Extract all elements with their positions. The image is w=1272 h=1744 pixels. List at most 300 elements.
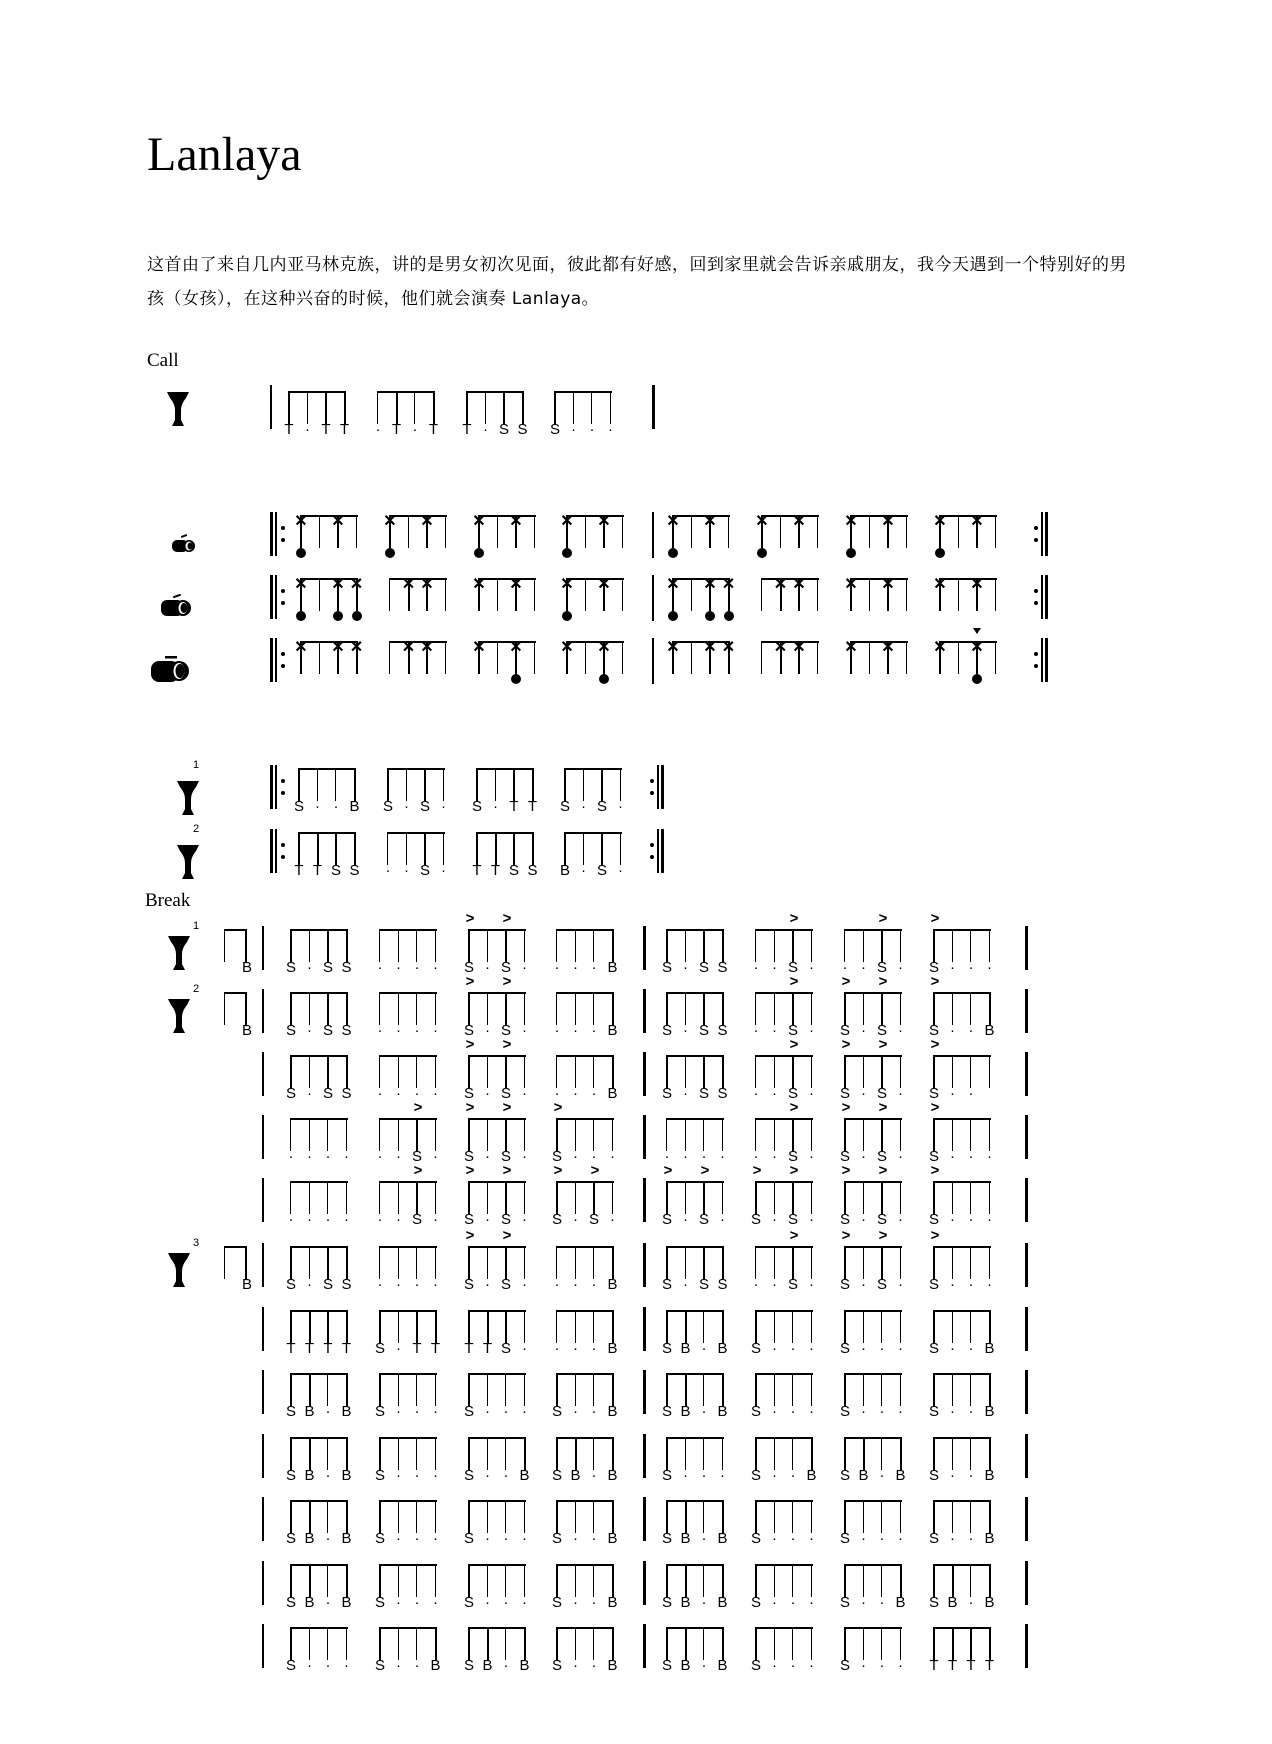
- beat-group: [554, 1307, 618, 1363]
- repeat-end: [1034, 575, 1050, 619]
- note-slap: S: [717, 1085, 728, 1102]
- note-slap: S: [876, 1148, 887, 1165]
- bell-stroke-icon: ✕: [597, 639, 611, 656]
- stem: [468, 1246, 470, 1279]
- stem: [933, 1246, 935, 1279]
- beat-group: [929, 1624, 995, 1680]
- stem: [989, 1181, 990, 1214]
- stem: [575, 992, 576, 1025]
- accent-mark: >: [502, 1036, 512, 1053]
- note-bass: B: [717, 1594, 728, 1611]
- stem: [774, 1310, 775, 1343]
- stem: [575, 1310, 576, 1343]
- stem: [900, 1373, 901, 1406]
- stem: [290, 929, 292, 962]
- stem: [416, 1246, 417, 1279]
- note-rest: ·: [377, 1085, 383, 1102]
- barline: [262, 926, 264, 970]
- stem: [327, 1310, 329, 1343]
- note-slap: S: [463, 1148, 474, 1165]
- note-slap: S: [463, 1530, 474, 1547]
- note-slap: S: [463, 1211, 474, 1228]
- voice-number: 2: [193, 983, 200, 995]
- stem: [755, 929, 756, 962]
- repeat-start: [270, 575, 286, 619]
- note-rest: ·: [503, 1530, 509, 1547]
- note-slap: S: [463, 1276, 474, 1293]
- stem: [722, 1310, 724, 1343]
- note-slap: S: [661, 1530, 672, 1547]
- note-slap: S: [750, 1467, 761, 1484]
- beam: [755, 1181, 813, 1183]
- note-slap: S: [661, 1594, 672, 1611]
- stem: [564, 768, 566, 801]
- note-bass: B: [717, 1403, 728, 1420]
- beam: [844, 1500, 902, 1502]
- stem: [666, 1437, 668, 1470]
- beam: [556, 1310, 614, 1312]
- stem: [811, 1627, 812, 1660]
- beam: [387, 768, 445, 770]
- note-bass: B: [858, 1467, 869, 1484]
- stem: [703, 1055, 705, 1088]
- stem: [900, 992, 901, 1025]
- note-rest: ·: [968, 1594, 974, 1611]
- note-bass: B: [607, 1657, 618, 1674]
- stem: [309, 1246, 310, 1279]
- stem: [952, 1437, 953, 1470]
- note-rest: ·: [522, 1022, 527, 1039]
- note-rest: ·: [898, 1148, 903, 1165]
- note-rest: ·: [591, 1657, 597, 1674]
- pickup-group: [224, 989, 252, 1045]
- barline: [643, 989, 646, 1033]
- stem: [774, 929, 775, 962]
- beam: [556, 929, 614, 931]
- beam: [379, 1373, 437, 1375]
- note-rest: ·: [591, 1340, 597, 1357]
- barline: [262, 1561, 264, 1605]
- barline: [1025, 1243, 1028, 1287]
- stem: [755, 1181, 757, 1214]
- stem: [869, 578, 870, 611]
- note-rest: ·: [879, 1403, 885, 1420]
- beat-group: [755, 512, 819, 568]
- beat-group: [839, 1307, 903, 1363]
- beat-group: [285, 1497, 352, 1553]
- stem: [906, 578, 907, 611]
- note-slap: S: [411, 1148, 422, 1165]
- stem: [593, 1437, 594, 1470]
- beat-group: [463, 1497, 527, 1553]
- note-rest: ·: [485, 1022, 490, 1039]
- note-rest: ·: [809, 1276, 814, 1293]
- stem: [290, 1118, 291, 1151]
- note-rest: ·: [485, 1148, 490, 1165]
- note-bass: B: [717, 1530, 728, 1547]
- note-bass: B: [519, 1467, 530, 1484]
- stem: [406, 768, 407, 801]
- stem: [379, 992, 380, 1025]
- note-rest: ·: [809, 959, 814, 976]
- beam: [933, 1564, 991, 1566]
- beam: [844, 1181, 902, 1183]
- note-slap: S: [698, 959, 709, 976]
- beat-group: [839, 1434, 906, 1490]
- note-slap: S: [517, 421, 528, 438]
- note-slap: S: [787, 1148, 798, 1165]
- note-rest: ·: [591, 1085, 597, 1102]
- stem: [524, 929, 525, 962]
- stem: [290, 1500, 292, 1533]
- stem: [612, 1118, 613, 1151]
- beam: [933, 1627, 991, 1629]
- note-rest: ·: [898, 1403, 903, 1420]
- stem: [755, 1564, 757, 1597]
- note-slap: S: [322, 1276, 333, 1293]
- stem: [755, 1310, 757, 1343]
- bell-stroke-icon: ✕: [703, 576, 717, 593]
- note-rest: ·: [950, 959, 955, 976]
- stem: [774, 1118, 775, 1151]
- accent-mark: >: [789, 1036, 799, 1053]
- beat-group: [928, 1307, 995, 1363]
- stem: [346, 1564, 348, 1597]
- repeat-end: [1034, 512, 1050, 556]
- stem: [601, 768, 603, 801]
- stem: [685, 1055, 686, 1088]
- note-slap: S: [374, 1657, 385, 1674]
- stem: [811, 1118, 812, 1151]
- beat-group: [379, 989, 437, 1045]
- note-rest: ·: [608, 421, 613, 438]
- stem: [666, 1373, 668, 1406]
- note-rest: ·: [861, 1340, 866, 1357]
- drum-stroke-icon: [846, 548, 856, 558]
- stem: [379, 1055, 380, 1088]
- drum-stroke-icon: [935, 548, 945, 558]
- note-rest: ·: [396, 1467, 401, 1484]
- beam: [290, 1437, 348, 1439]
- note-bass: B: [304, 1467, 315, 1484]
- beam: [755, 1627, 813, 1629]
- note-bass: B: [241, 1022, 252, 1039]
- note-tone: T: [286, 1340, 296, 1357]
- barline: [643, 1370, 646, 1414]
- note-rest: ·: [522, 1211, 527, 1228]
- beam: [666, 1437, 724, 1439]
- barline: [1025, 1178, 1028, 1222]
- stem: [593, 1055, 594, 1088]
- stem: [989, 1310, 991, 1343]
- beat-group: [374, 1307, 441, 1363]
- stem: [703, 1500, 704, 1533]
- bell-stroke-icon: ✕: [703, 513, 717, 530]
- stem: [379, 1373, 381, 1406]
- note-rest: ·: [414, 1022, 420, 1039]
- bell-stroke-icon: ✕: [560, 513, 574, 530]
- stem: [612, 1500, 614, 1533]
- note-slap: S: [928, 1211, 939, 1228]
- note-slap: S: [698, 1022, 709, 1039]
- note-slap: S: [341, 1022, 352, 1039]
- note-rest: ·: [573, 1085, 578, 1102]
- beat-group: [472, 512, 536, 568]
- stem: [554, 391, 556, 424]
- stem: [319, 515, 320, 548]
- note-rest: ·: [344, 1657, 349, 1674]
- note-slap: S: [419, 862, 430, 879]
- accent-mark: >: [841, 1227, 851, 1244]
- barline: [1025, 1561, 1028, 1605]
- beam: [666, 1373, 724, 1375]
- beat-group: [750, 1624, 814, 1680]
- bell-stroke-icon: ✕: [294, 639, 308, 656]
- note-rest: ·: [441, 862, 446, 879]
- stem: [881, 1500, 882, 1533]
- note-rest: ·: [554, 1022, 560, 1039]
- stem: [863, 929, 864, 962]
- stem: [443, 832, 444, 865]
- note-rest: ·: [375, 421, 381, 438]
- beam: [755, 1246, 813, 1248]
- note-rest: ·: [573, 1657, 578, 1674]
- note-tone: T: [391, 421, 402, 438]
- accent-mark: >: [465, 973, 475, 990]
- beat-group: [839, 1561, 906, 1617]
- note-bass: B: [349, 798, 360, 815]
- stem: [524, 1246, 525, 1279]
- note-rest: ·: [377, 1211, 383, 1228]
- note-rest: ·: [396, 1594, 401, 1611]
- note-rest: ·: [325, 1530, 331, 1547]
- stem: [524, 1373, 525, 1406]
- stem: [327, 1181, 328, 1214]
- note-rest: ·: [573, 1211, 578, 1228]
- note-rest: ·: [305, 421, 310, 438]
- accent-mark: >: [502, 1099, 512, 1116]
- stem: [346, 1055, 348, 1088]
- voice-number: 2: [193, 823, 200, 835]
- note-rest: ·: [485, 1276, 490, 1293]
- note-rest: ·: [753, 1276, 759, 1293]
- stem: [881, 929, 883, 962]
- bell-stroke-icon: ✕: [792, 639, 806, 656]
- stem: [792, 1118, 794, 1151]
- stem: [792, 1500, 793, 1533]
- stem: [881, 1310, 882, 1343]
- press-mark-icon: [973, 628, 981, 634]
- note-rest: ·: [968, 1211, 974, 1228]
- barline: [643, 1307, 646, 1351]
- stem: [575, 1055, 576, 1088]
- beat-group: [285, 989, 352, 1045]
- note-slap: S: [551, 1403, 562, 1420]
- note-bass: B: [607, 1022, 618, 1039]
- stem: [792, 1373, 793, 1406]
- stem: [319, 578, 320, 611]
- stem: [416, 1373, 417, 1406]
- note-rest: ·: [377, 1022, 383, 1039]
- stem: [970, 1055, 971, 1088]
- beam: [556, 1627, 614, 1629]
- beat-group: [750, 1434, 817, 1490]
- bell-stroke-icon: ✕: [792, 576, 806, 593]
- accent-mark: >: [502, 973, 512, 990]
- bell-stroke-icon: ✕: [472, 513, 486, 530]
- stem: [290, 992, 292, 1025]
- beam: [298, 832, 356, 834]
- bell-stroke-icon: ✕: [792, 513, 806, 530]
- stem: [443, 768, 444, 801]
- stem: [761, 578, 762, 611]
- note-rest: ·: [790, 1594, 796, 1611]
- note-tone: T: [412, 1340, 422, 1357]
- stem: [556, 1437, 558, 1470]
- bell-stroke-icon: ✕: [933, 513, 947, 530]
- dundunba-icon: [150, 656, 190, 682]
- stem: [505, 1181, 507, 1214]
- note-bass: B: [607, 1276, 618, 1293]
- stem: [722, 1181, 723, 1214]
- stem: [952, 1500, 953, 1533]
- beat-group: [839, 1162, 903, 1234]
- repeat-start: [270, 829, 286, 873]
- note-bass: B: [607, 1594, 618, 1611]
- stem: [952, 992, 953, 1025]
- accent-mark: >: [930, 973, 940, 990]
- beat-group: [551, 1162, 615, 1234]
- note-rest: ·: [772, 1340, 777, 1357]
- stem: [722, 992, 724, 1025]
- barline: [1025, 1370, 1028, 1414]
- beat-group: [761, 575, 819, 631]
- note-rest: ·: [344, 1148, 349, 1165]
- stem: [881, 1437, 882, 1470]
- drum-stroke-icon: [296, 611, 306, 621]
- beam: [379, 1055, 437, 1057]
- stem: [989, 1500, 991, 1533]
- beam: [666, 1627, 724, 1629]
- stem: [685, 992, 686, 1025]
- note-slap: S: [876, 959, 887, 976]
- note-rest: ·: [809, 1022, 814, 1039]
- stem: [487, 992, 488, 1025]
- bell-stroke-icon: ✕: [331, 639, 345, 656]
- accent-mark: >: [930, 1227, 940, 1244]
- beam: [556, 992, 614, 994]
- note-rest: ·: [396, 1085, 401, 1102]
- stem: [416, 1627, 417, 1660]
- stem: [485, 391, 486, 424]
- stem: [309, 1181, 310, 1214]
- beat-group: [290, 1115, 348, 1171]
- note-rest: ·: [433, 1022, 438, 1039]
- stem: [666, 992, 668, 1025]
- drum-stroke-icon: [511, 674, 521, 684]
- note-rest: ·: [950, 1467, 955, 1484]
- note-slap: S: [876, 1022, 887, 1039]
- beam: [379, 1246, 437, 1248]
- note-slap: S: [661, 1022, 672, 1039]
- stem: [435, 1118, 436, 1151]
- note-slap: S: [661, 1276, 672, 1293]
- note-rest: ·: [772, 1657, 777, 1674]
- note-rest: ·: [683, 1085, 688, 1102]
- note-rest: ·: [898, 1276, 903, 1293]
- stem: [612, 1055, 614, 1088]
- note-slap: S: [463, 1467, 474, 1484]
- stem: [900, 1055, 901, 1088]
- stem: [817, 578, 818, 611]
- note-rest: ·: [809, 1403, 814, 1420]
- beam: [298, 768, 356, 770]
- beam: [933, 1373, 991, 1375]
- drum-stroke-icon: [668, 548, 678, 558]
- stem: [487, 1500, 488, 1533]
- beam: [468, 1310, 526, 1312]
- stem: [354, 768, 356, 801]
- stem: [468, 1055, 470, 1088]
- beam: [556, 1181, 614, 1183]
- stem: [970, 1181, 971, 1214]
- beat-group: [285, 1370, 352, 1426]
- note-slap: S: [411, 1211, 422, 1228]
- djembe-icon: [168, 999, 190, 1033]
- beam: [844, 1564, 902, 1566]
- note-slap: S: [928, 959, 939, 976]
- note-slap: S: [787, 1085, 798, 1102]
- stem: [379, 1310, 381, 1343]
- beat-group: [933, 512, 997, 568]
- note-slap: S: [661, 1085, 672, 1102]
- bell-stroke-icon: ✕: [597, 513, 611, 530]
- barline: [262, 1243, 264, 1287]
- beam: [564, 832, 622, 834]
- beat-group: [285, 926, 352, 982]
- note-rest: ·: [701, 1403, 707, 1420]
- note-rest: ·: [433, 1594, 438, 1611]
- note-rest: ·: [307, 1022, 312, 1039]
- stem: [487, 1181, 488, 1214]
- stem: [556, 1627, 558, 1660]
- note-rest: ·: [433, 959, 438, 976]
- stem: [863, 1437, 865, 1470]
- beat-group: [844, 638, 908, 694]
- stem: [298, 832, 300, 865]
- stem: [881, 1181, 883, 1214]
- stem: [593, 1627, 594, 1660]
- stem: [290, 1055, 292, 1088]
- beat-group: [472, 829, 538, 885]
- beam: [468, 1055, 526, 1057]
- stem: [224, 992, 225, 1025]
- note-slap: S: [341, 1085, 352, 1102]
- stem: [666, 1310, 668, 1343]
- stem: [575, 1500, 576, 1533]
- note-rest: ·: [683, 1022, 688, 1039]
- stem: [685, 1181, 686, 1214]
- note-rest: ·: [879, 1530, 885, 1547]
- stem: [844, 1500, 846, 1533]
- stem: [435, 1055, 436, 1088]
- stem: [900, 1500, 901, 1533]
- note-rest: ·: [772, 1403, 777, 1420]
- stem: [774, 1500, 775, 1533]
- note-rest: ·: [772, 1085, 777, 1102]
- drum-stroke-icon: [599, 674, 609, 684]
- stem: [433, 391, 435, 424]
